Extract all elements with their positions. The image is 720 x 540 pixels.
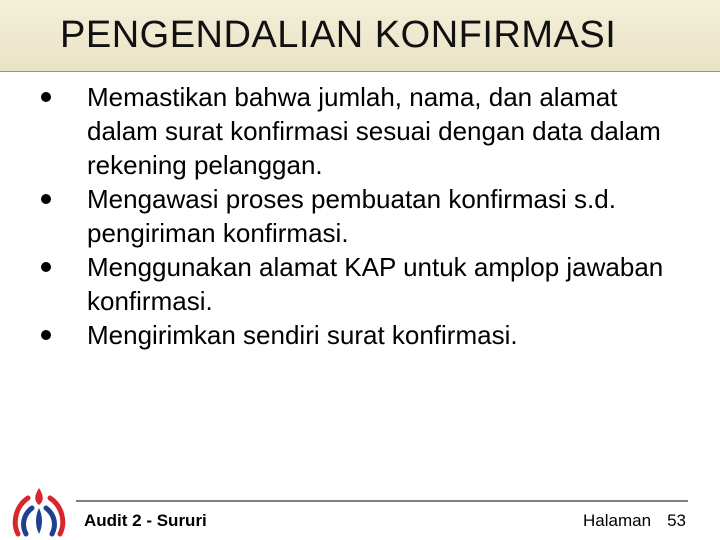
footer-author: Audit 2 - Sururi	[84, 511, 207, 530]
university-logo-icon	[10, 484, 68, 538]
bullet-dot-icon	[41, 92, 51, 102]
bullet-item	[35, 250, 675, 318]
page-number: 53	[667, 511, 686, 530]
bullet-text: Memastikan bahwa jumlah, nama, dan alamat dalam surat konfirmasi sesuai dengan data dalam rekening pelanggan.	[87, 82, 661, 180]
bullet-item	[35, 318, 675, 352]
bullet-text: Mengawasi proses pembuatan konfirmasi s.d. pengiriman konfirmasi.	[87, 184, 616, 248]
bullet-dot-icon	[41, 262, 51, 272]
page-label: Halaman	[583, 511, 652, 530]
footer-page	[583, 511, 686, 531]
bullet-dot-icon	[41, 330, 51, 340]
bullet-text: Mengirimkan sendiri surat konfirmasi.	[87, 320, 518, 350]
bullet-dot-icon	[41, 194, 51, 204]
title-bar	[0, 0, 720, 72]
bullet-item	[35, 182, 675, 250]
bullet-text: Menggunakan alamat KAP untuk amplop jawaban konfirmasi.	[87, 252, 664, 316]
footer-divider	[76, 500, 688, 502]
bullet-list	[35, 80, 675, 352]
bullet-item	[35, 80, 675, 182]
slide-title: PENGENDALIAN KONFIRMASI	[60, 14, 617, 56]
